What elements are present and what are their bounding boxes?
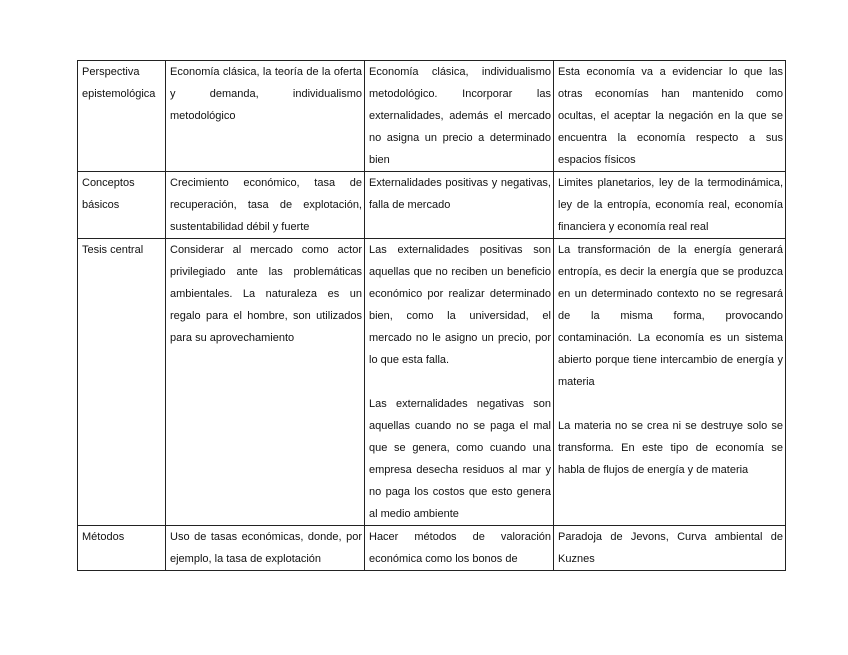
cell-paragraph: Las externalidades negativas son aquellas cuando no se paga el mal que se genera, como cuando una empresa desecha residuos al mar y no paga los costos que esto genera al medio ambiente — [369, 398, 551, 520]
table-cell — [166, 526, 365, 571]
table-cell — [554, 239, 786, 526]
cell-text: Crecimiento económico, tasa de recuperación, tasa de explotación, sustentabilidad débil y fuerte — [170, 177, 362, 233]
cell-text: Externalidades positivas y negativas, falla de mercado — [369, 177, 551, 211]
table-cell — [365, 61, 554, 172]
cell-paragraph: La transformación de la energía generará entropía, es decir la energía que se produzca en un determinado contexto no se regresará de la misma forma, provocando contaminación. La economía es un sistema abierto porque tiene intercambio de energía y materia — [558, 244, 783, 388]
paragraph-gap — [558, 393, 783, 415]
table-cell — [166, 61, 365, 172]
table-cell — [365, 172, 554, 239]
cell-paragraph: Las externalidades positivas son aquellas que no reciben un beneficio económico por realizar determinado bien, como la universidad, el mercado no le asigno un precio, por lo que esta falla. — [369, 244, 551, 366]
row-header-cell — [78, 172, 166, 239]
cell-paragraph: La materia no se crea ni se destruye solo se transforma. En este tipo de economía se habla de flujos de energía y de materia — [558, 420, 783, 476]
table-cell — [365, 526, 554, 571]
row-header: Conceptos básicos — [82, 177, 135, 211]
row-header-cell — [78, 239, 166, 526]
table-cell — [166, 239, 365, 526]
cell-text: Paradoja de Jevons, Curva ambiental de Kuznes — [558, 531, 783, 565]
cell-text: Considerar al mercado como actor privilegiado ante las problemáticas ambientales. La naturaleza es un regalo para el hombre, son utilizados para su aprovechamiento — [170, 244, 362, 344]
cell-text: Economía clásica, individualismo metodológico. Incorporar las externalidades, además el mercado no asigna un precio a determinado bien — [369, 66, 551, 166]
cell-text: Uso de tasas económicas, donde, por ejemplo, la tasa de explotación — [170, 531, 362, 565]
table-cell — [365, 239, 554, 526]
table-row-tesis — [78, 239, 786, 526]
cell-text: Hacer métodos de valoración económica como los bonos de — [369, 531, 551, 565]
cell-text: Esta economía va a evidenciar lo que las otras economías han mantenido como ocultas, el aceptar la negación en la que se encuentra la economía respecto a sus espacios físicos — [558, 66, 783, 166]
table-cell — [554, 61, 786, 172]
table-row-metodos — [78, 526, 786, 571]
row-header: Tesis central — [82, 244, 144, 256]
cell-text: Limites planetarios, ley de la termodinámica, ley de la entropía, economía real, economía financiera y economía real real — [558, 177, 783, 233]
row-header: Perspectiva epistemológica — [82, 66, 156, 100]
cell-text: Economía clásica, la teoría de la oferta y demanda, individualismo metodológico — [170, 66, 362, 122]
row-header-cell — [78, 61, 166, 172]
table-cell — [554, 172, 786, 239]
row-header: Métodos — [82, 531, 125, 543]
comparison-table — [77, 60, 786, 571]
table-cell — [166, 172, 365, 239]
table-row-conceptos — [78, 172, 786, 239]
table-cell — [554, 526, 786, 571]
paragraph-gap — [369, 371, 551, 393]
table-row-perspectiva — [78, 61, 786, 172]
row-header-cell — [78, 526, 166, 571]
